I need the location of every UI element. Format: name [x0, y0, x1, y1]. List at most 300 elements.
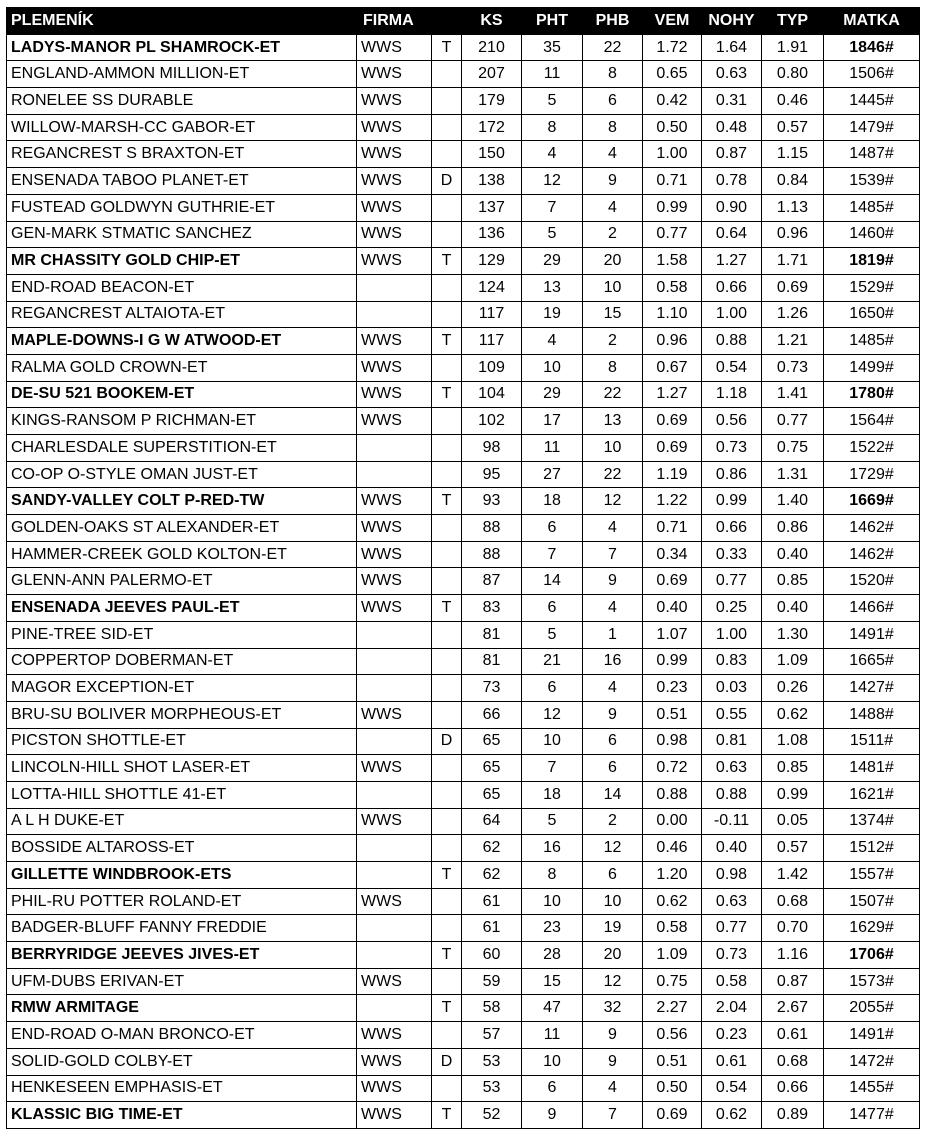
table-row [7, 808, 920, 835]
cell-firm [357, 835, 432, 862]
cell-pht: 8 [522, 862, 583, 889]
table-row [7, 88, 920, 115]
cell-matka: 1512# [824, 835, 920, 862]
cell-name: SOLID-GOLD COLBY-ET [7, 1048, 357, 1075]
cell-pht: 5 [522, 88, 583, 115]
cell-nohy: 0.56 [702, 408, 762, 435]
cell-name: DE-SU 521 BOOKEM-ET [7, 381, 357, 408]
cell-nohy: 0.58 [702, 968, 762, 995]
cell-phb: 6 [583, 755, 643, 782]
cell-name: LINCOLN-HILL SHOT LASER-ET [7, 755, 357, 782]
cell-flag: D [432, 168, 462, 195]
cell-vem: 1.07 [643, 621, 702, 648]
cell-nohy: 1.18 [702, 381, 762, 408]
cell-matka: 1477# [824, 1102, 920, 1129]
cell-nohy: -0.11 [702, 808, 762, 835]
cell-firm: WWS [357, 221, 432, 248]
cell-vem: 0.51 [643, 1048, 702, 1075]
cell-name: ENSENADA TABOO PLANET-ET [7, 168, 357, 195]
cell-flag [432, 354, 462, 381]
cell-nohy: 1.00 [702, 301, 762, 328]
header-vem: VEM [643, 8, 702, 35]
cell-nohy: 0.77 [702, 568, 762, 595]
cell-ks: 83 [462, 595, 522, 622]
table-row [7, 168, 920, 195]
cell-typ: 0.75 [762, 435, 824, 462]
cell-phb: 8 [583, 354, 643, 381]
cell-vem: 0.88 [643, 781, 702, 808]
cell-firm [357, 301, 432, 328]
cell-pht: 17 [522, 408, 583, 435]
cell-vem: 1.09 [643, 942, 702, 969]
cell-phb: 22 [583, 381, 643, 408]
cell-nohy: 0.73 [702, 435, 762, 462]
cell-ks: 81 [462, 621, 522, 648]
cell-firm [357, 621, 432, 648]
cell-vem: 0.42 [643, 88, 702, 115]
cell-pht: 18 [522, 781, 583, 808]
cell-typ: 0.84 [762, 168, 824, 195]
table-row [7, 1048, 920, 1075]
cell-flag: T [432, 34, 462, 61]
cell-phb: 10 [583, 435, 643, 462]
cell-phb: 12 [583, 968, 643, 995]
cell-matka: 1529# [824, 274, 920, 301]
cell-pht: 14 [522, 568, 583, 595]
cell-vem: 0.72 [643, 755, 702, 782]
cell-flag [432, 648, 462, 675]
cell-firm: WWS [357, 1102, 432, 1129]
cell-name: MR CHASSITY GOLD CHIP-ET [7, 248, 357, 275]
cell-typ: 1.40 [762, 488, 824, 515]
cell-pht: 29 [522, 381, 583, 408]
cell-matka: 1621# [824, 781, 920, 808]
cell-matka: 1669# [824, 488, 920, 515]
cell-flag: T [432, 248, 462, 275]
cell-typ: 1.30 [762, 621, 824, 648]
cell-firm: WWS [357, 568, 432, 595]
cell-flag [432, 1022, 462, 1049]
cell-nohy: 0.23 [702, 1022, 762, 1049]
cell-flag [432, 835, 462, 862]
cell-nohy: 0.64 [702, 221, 762, 248]
cell-pht: 35 [522, 34, 583, 61]
table-row [7, 781, 920, 808]
cell-flag [432, 461, 462, 488]
cell-firm: WWS [357, 354, 432, 381]
cell-vem: 1.20 [643, 862, 702, 889]
table-row [7, 61, 920, 88]
table-row [7, 274, 920, 301]
cell-name: UFM-DUBS ERIVAN-ET [7, 968, 357, 995]
cell-flag [432, 701, 462, 728]
cell-pht: 6 [522, 1075, 583, 1102]
cell-flag [432, 141, 462, 168]
cell-name: HAMMER-CREEK GOLD KOLTON-ET [7, 541, 357, 568]
cell-vem: 0.69 [643, 435, 702, 462]
table-row [7, 755, 920, 782]
cell-typ: 1.08 [762, 728, 824, 755]
cell-phb: 1 [583, 621, 643, 648]
cell-pht: 6 [522, 515, 583, 542]
cell-firm: WWS [357, 701, 432, 728]
cell-name: PINE-TREE SID-ET [7, 621, 357, 648]
cell-pht: 29 [522, 248, 583, 275]
cell-firm [357, 995, 432, 1022]
cell-ks: 62 [462, 862, 522, 889]
cell-typ: 0.68 [762, 1048, 824, 1075]
cell-firm: WWS [357, 34, 432, 61]
cell-name: BADGER-BLUFF FANNY FREDDIE [7, 915, 357, 942]
cell-matka: 1573# [824, 968, 920, 995]
cell-typ: 0.96 [762, 221, 824, 248]
cell-name: GOLDEN-OAKS ST ALEXANDER-ET [7, 515, 357, 542]
cell-name: RALMA GOLD CROWN-ET [7, 354, 357, 381]
cell-pht: 7 [522, 541, 583, 568]
cell-typ: 0.40 [762, 595, 824, 622]
cell-vem: 0.71 [643, 168, 702, 195]
cell-firm: WWS [357, 808, 432, 835]
cell-matka: 1629# [824, 915, 920, 942]
cell-nohy: 0.40 [702, 835, 762, 862]
cell-matka: 1427# [824, 675, 920, 702]
cell-phb: 9 [583, 1048, 643, 1075]
table-row [7, 1022, 920, 1049]
cell-matka: 1819# [824, 248, 920, 275]
cell-matka: 1472# [824, 1048, 920, 1075]
cell-name: FUSTEAD GOLDWYN GUTHRIE-ET [7, 194, 357, 221]
cell-vem: 0.00 [643, 808, 702, 835]
cell-name: MAPLE-DOWNS-I G W ATWOOD-ET [7, 328, 357, 355]
cell-phb: 2 [583, 328, 643, 355]
cell-typ: 1.71 [762, 248, 824, 275]
cell-pht: 7 [522, 755, 583, 782]
table-row [7, 141, 920, 168]
cell-pht: 16 [522, 835, 583, 862]
cell-nohy: 0.54 [702, 354, 762, 381]
cell-vem: 0.69 [643, 408, 702, 435]
cell-flag [432, 194, 462, 221]
cell-pht: 21 [522, 648, 583, 675]
cell-name: KLASSIC BIG TIME-ET [7, 1102, 357, 1129]
table-row [7, 1075, 920, 1102]
cell-phb: 10 [583, 888, 643, 915]
cell-pht: 6 [522, 675, 583, 702]
cell-ks: 66 [462, 701, 522, 728]
cell-pht: 23 [522, 915, 583, 942]
cell-firm [357, 781, 432, 808]
header-firm: FIRMA [357, 8, 462, 35]
cell-flag [432, 621, 462, 648]
cell-nohy: 0.61 [702, 1048, 762, 1075]
table-row [7, 595, 920, 622]
table-row [7, 435, 920, 462]
cell-vem: 0.96 [643, 328, 702, 355]
cell-vem: 1.22 [643, 488, 702, 515]
cell-flag [432, 88, 462, 115]
cell-phb: 9 [583, 701, 643, 728]
cell-typ: 1.09 [762, 648, 824, 675]
cell-name: COPPERTOP DOBERMAN-ET [7, 648, 357, 675]
cell-vem: 0.40 [643, 595, 702, 622]
cell-vem: 1.10 [643, 301, 702, 328]
cell-nohy: 0.83 [702, 648, 762, 675]
cell-flag: D [432, 728, 462, 755]
cell-ks: 65 [462, 781, 522, 808]
cell-typ: 0.62 [762, 701, 824, 728]
table-row [7, 1102, 920, 1129]
cell-firm [357, 942, 432, 969]
cell-pht: 27 [522, 461, 583, 488]
cell-matka: 1564# [824, 408, 920, 435]
cell-pht: 5 [522, 221, 583, 248]
cell-ks: 65 [462, 728, 522, 755]
cell-pht: 18 [522, 488, 583, 515]
cell-flag: D [432, 1048, 462, 1075]
cell-phb: 19 [583, 915, 643, 942]
cell-firm: WWS [357, 968, 432, 995]
header-typ: TYP [762, 8, 824, 35]
cell-typ: 0.26 [762, 675, 824, 702]
cell-typ: 0.68 [762, 888, 824, 915]
cell-phb: 12 [583, 835, 643, 862]
cell-name: KINGS-RANSOM P RICHMAN-ET [7, 408, 357, 435]
cell-firm: WWS [357, 488, 432, 515]
table-header [7, 8, 920, 35]
cell-matka: 1491# [824, 621, 920, 648]
cell-name: PICSTON SHOTTLE-ET [7, 728, 357, 755]
header-pht: PHT [522, 8, 583, 35]
cell-matka: 1479# [824, 114, 920, 141]
cell-typ: 1.15 [762, 141, 824, 168]
cell-vem: 2.27 [643, 995, 702, 1022]
table-row [7, 354, 920, 381]
cell-name: A L H DUKE-ET [7, 808, 357, 835]
cell-ks: 87 [462, 568, 522, 595]
cell-flag: T [432, 1102, 462, 1129]
cell-typ: 0.57 [762, 114, 824, 141]
cell-flag [432, 221, 462, 248]
cell-pht: 10 [522, 1048, 583, 1075]
cell-pht: 6 [522, 595, 583, 622]
cell-vem: 0.23 [643, 675, 702, 702]
header-name: PLEMENÍK [7, 8, 357, 35]
cell-matka: 1487# [824, 141, 920, 168]
cell-matka: 1780# [824, 381, 920, 408]
cell-flag [432, 568, 462, 595]
cell-name: GLENN-ANN PALERMO-ET [7, 568, 357, 595]
cell-nohy: 0.66 [702, 274, 762, 301]
cell-name: CO-OP O-STYLE OMAN JUST-ET [7, 461, 357, 488]
cell-firm: WWS [357, 888, 432, 915]
cell-phb: 32 [583, 995, 643, 1022]
header-row [7, 8, 920, 35]
cell-nohy: 1.27 [702, 248, 762, 275]
cell-ks: 207 [462, 61, 522, 88]
cell-matka: 1462# [824, 515, 920, 542]
cell-vem: 1.00 [643, 141, 702, 168]
cell-ks: 53 [462, 1075, 522, 1102]
cell-flag [432, 515, 462, 542]
cell-flag [432, 408, 462, 435]
cell-nohy: 0.78 [702, 168, 762, 195]
cell-name: PHIL-RU POTTER ROLAND-ET [7, 888, 357, 915]
cell-phb: 6 [583, 88, 643, 115]
table-row [7, 515, 920, 542]
cell-ks: 65 [462, 755, 522, 782]
cell-ks: 104 [462, 381, 522, 408]
cell-nohy: 1.00 [702, 621, 762, 648]
cell-typ: 0.05 [762, 808, 824, 835]
cell-phb: 9 [583, 1022, 643, 1049]
header-ks: KS [462, 8, 522, 35]
cell-vem: 0.56 [643, 1022, 702, 1049]
table-row [7, 248, 920, 275]
cell-typ: 1.31 [762, 461, 824, 488]
cell-name: RONELEE SS DURABLE [7, 88, 357, 115]
cell-matka: 1511# [824, 728, 920, 755]
cell-typ: 0.86 [762, 515, 824, 542]
cell-firm: WWS [357, 541, 432, 568]
cell-pht: 19 [522, 301, 583, 328]
cell-firm: WWS [357, 248, 432, 275]
cell-pht: 12 [522, 701, 583, 728]
cell-nohy: 0.33 [702, 541, 762, 568]
cell-matka: 1460# [824, 221, 920, 248]
cell-matka: 1499# [824, 354, 920, 381]
cell-firm: WWS [357, 61, 432, 88]
header-matka: MATKA [824, 8, 920, 35]
cell-pht: 11 [522, 435, 583, 462]
cell-flag [432, 808, 462, 835]
cell-typ: 0.85 [762, 755, 824, 782]
table-row [7, 328, 920, 355]
cell-vem: 0.46 [643, 835, 702, 862]
cell-vem: 0.75 [643, 968, 702, 995]
cell-name: END-ROAD BEACON-ET [7, 274, 357, 301]
cell-name: WILLOW-MARSH-CC GABOR-ET [7, 114, 357, 141]
cell-vem: 0.62 [643, 888, 702, 915]
cell-vem: 0.99 [643, 648, 702, 675]
table-row [7, 34, 920, 61]
cell-ks: 60 [462, 942, 522, 969]
cell-matka: 1445# [824, 88, 920, 115]
table-row [7, 461, 920, 488]
cell-phb: 9 [583, 168, 643, 195]
cell-ks: 138 [462, 168, 522, 195]
cell-nohy: 2.04 [702, 995, 762, 1022]
cell-flag [432, 274, 462, 301]
table-row [7, 221, 920, 248]
cell-flag: T [432, 488, 462, 515]
cell-matka: 1506# [824, 61, 920, 88]
cell-pht: 13 [522, 274, 583, 301]
cell-matka: 1466# [824, 595, 920, 622]
cell-vem: 0.58 [643, 274, 702, 301]
cell-phb: 4 [583, 1075, 643, 1102]
cell-phb: 7 [583, 541, 643, 568]
cell-phb: 4 [583, 194, 643, 221]
cell-name: REGANCREST ALTAIOTA-ET [7, 301, 357, 328]
cell-pht: 11 [522, 1022, 583, 1049]
cell-phb: 10 [583, 274, 643, 301]
cell-typ: 0.69 [762, 274, 824, 301]
cell-pht: 9 [522, 1102, 583, 1129]
cell-name: CHARLESDALE SUPERSTITION-ET [7, 435, 357, 462]
cell-vem: 0.51 [643, 701, 702, 728]
cell-pht: 11 [522, 61, 583, 88]
cell-matka: 1650# [824, 301, 920, 328]
cell-typ: 0.87 [762, 968, 824, 995]
table-row [7, 648, 920, 675]
cell-ks: 58 [462, 995, 522, 1022]
cell-phb: 6 [583, 862, 643, 889]
cell-nohy: 0.86 [702, 461, 762, 488]
cell-name: BRU-SU BOLIVER MORPHEOUS-ET [7, 701, 357, 728]
cell-nohy: 0.54 [702, 1075, 762, 1102]
cell-nohy: 0.73 [702, 942, 762, 969]
cell-matka: 1485# [824, 194, 920, 221]
cell-typ: 0.77 [762, 408, 824, 435]
cell-vem: 0.58 [643, 915, 702, 942]
cell-pht: 28 [522, 942, 583, 969]
cell-flag [432, 915, 462, 942]
cell-name: HENKESEEN EMPHASIS-ET [7, 1075, 357, 1102]
cell-phb: 8 [583, 114, 643, 141]
cell-ks: 136 [462, 221, 522, 248]
cell-nohy: 0.55 [702, 701, 762, 728]
cell-nohy: 0.48 [702, 114, 762, 141]
cell-vem: 0.50 [643, 1075, 702, 1102]
header-phb: PHB [583, 8, 643, 35]
table-row [7, 408, 920, 435]
table-row [7, 701, 920, 728]
cell-ks: 81 [462, 648, 522, 675]
cell-nohy: 0.87 [702, 141, 762, 168]
cell-nohy: 0.31 [702, 88, 762, 115]
cell-firm: WWS [357, 88, 432, 115]
cell-nohy: 0.99 [702, 488, 762, 515]
cell-vem: 1.27 [643, 381, 702, 408]
cell-phb: 6 [583, 728, 643, 755]
cell-matka: 1665# [824, 648, 920, 675]
cell-firm: WWS [357, 168, 432, 195]
cell-firm [357, 461, 432, 488]
cell-firm [357, 648, 432, 675]
cell-typ: 1.13 [762, 194, 824, 221]
cell-ks: 98 [462, 435, 522, 462]
cell-matka: 1507# [824, 888, 920, 915]
cell-ks: 117 [462, 301, 522, 328]
cell-flag [432, 781, 462, 808]
cell-ks: 137 [462, 194, 522, 221]
cell-phb: 20 [583, 942, 643, 969]
cell-phb: 16 [583, 648, 643, 675]
cell-firm: WWS [357, 408, 432, 435]
cell-flag: T [432, 328, 462, 355]
cell-phb: 7 [583, 1102, 643, 1129]
cell-name: END-ROAD O-MAN BRONCO-ET [7, 1022, 357, 1049]
cell-vem: 1.58 [643, 248, 702, 275]
cell-name: GEN-MARK STMATIC SANCHEZ [7, 221, 357, 248]
table-row [7, 995, 920, 1022]
cell-ks: 129 [462, 248, 522, 275]
cell-name: ENGLAND-AMMON MILLION-ET [7, 61, 357, 88]
cell-firm: WWS [357, 1075, 432, 1102]
cell-nohy: 0.90 [702, 194, 762, 221]
cell-ks: 117 [462, 328, 522, 355]
cell-firm: WWS [357, 595, 432, 622]
